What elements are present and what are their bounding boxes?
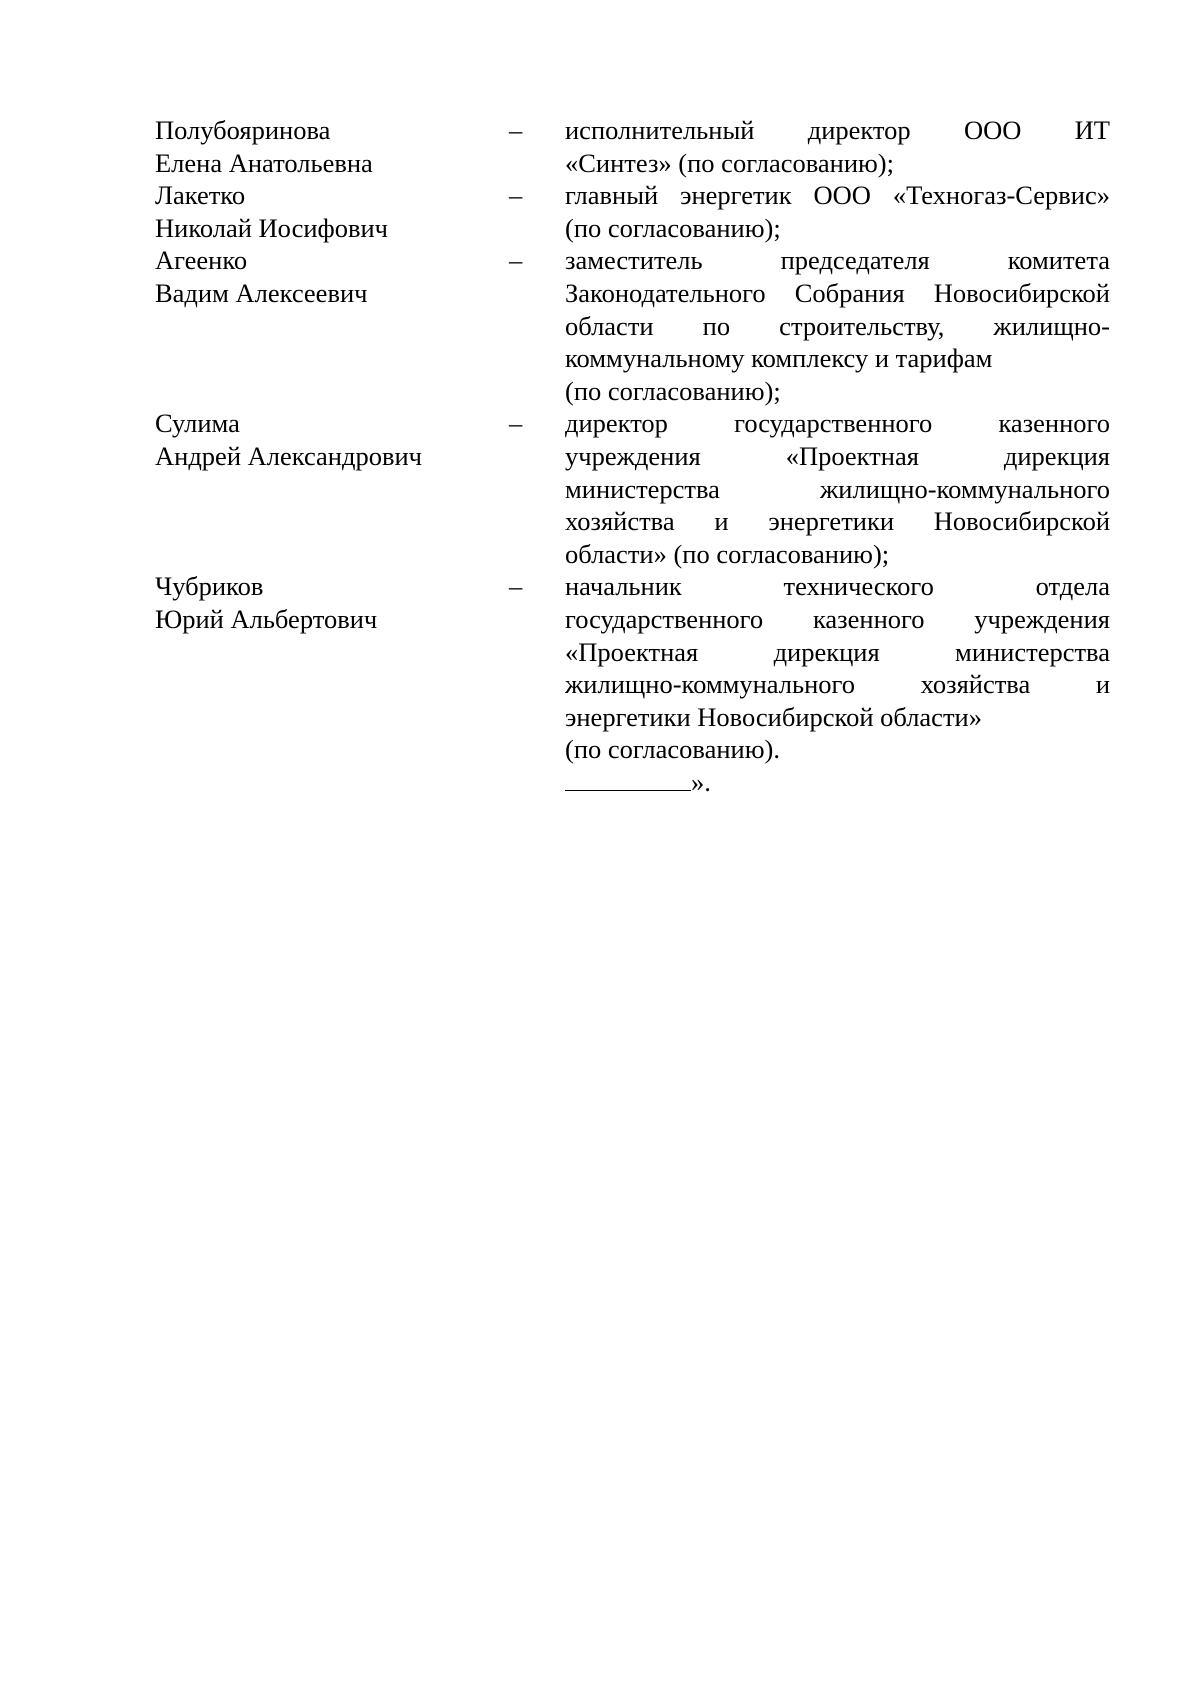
member-entry bbox=[155, 114, 1110, 179]
member-name bbox=[155, 179, 509, 244]
position-line: энергетики Новосибирской области» bbox=[565, 701, 982, 732]
member-position bbox=[565, 407, 1110, 570]
member-position bbox=[565, 114, 1110, 179]
member-name bbox=[155, 244, 509, 309]
member-dash: – bbox=[509, 115, 523, 145]
member-entry bbox=[155, 244, 1110, 407]
member-position bbox=[565, 244, 1110, 407]
member-surname: Полубояринова bbox=[155, 115, 331, 145]
position-line: жилищно-коммунального хозяйства и bbox=[565, 669, 1110, 700]
position-line: коммунальному комплексу и тарифам bbox=[565, 343, 993, 374]
position-line: (по согласованию). bbox=[565, 734, 780, 765]
composition-list bbox=[155, 114, 1110, 766]
position-line: «Проектная дирекция министерства bbox=[565, 636, 1110, 667]
position-line: исполнительный директор ООО ИТ bbox=[565, 115, 1110, 145]
position-line: области» (по согласованию); bbox=[565, 538, 890, 569]
member-position bbox=[565, 570, 1110, 766]
position-line: главный энергетик ООО «Техногаз-Сервис» bbox=[565, 180, 1110, 211]
member-surname: Чубриков bbox=[155, 571, 264, 602]
position-line: директор государственного казенного bbox=[565, 408, 1110, 439]
position-line: Законодательного Собрания Новосибирской bbox=[565, 277, 1110, 308]
member-entry bbox=[155, 179, 1110, 244]
member-position bbox=[565, 179, 1110, 244]
position-line: заместитель председателя комитета bbox=[565, 245, 1110, 276]
member-surname: Лакетко bbox=[155, 180, 246, 211]
position-line: «Синтез» (по согласованию); bbox=[565, 147, 894, 178]
position-line: начальник технического отдела bbox=[565, 571, 1110, 602]
closing-underline bbox=[565, 766, 691, 791]
closing-mark bbox=[565, 766, 711, 799]
position-line: (по согласованию); bbox=[565, 375, 781, 406]
member-given-names: Вадим Алексеевич bbox=[155, 277, 368, 308]
member-name bbox=[155, 407, 509, 472]
member-surname: Сулима bbox=[155, 408, 240, 439]
member-dash: – bbox=[509, 245, 523, 276]
member-entry bbox=[155, 570, 1110, 766]
member-entry bbox=[155, 407, 1110, 570]
member-dash: – bbox=[509, 571, 523, 602]
member-name bbox=[155, 114, 509, 179]
member-dash: – bbox=[509, 180, 523, 211]
member-given-names: Елена Анатольевна bbox=[155, 147, 373, 178]
member-given-names: Николай Иосифович bbox=[155, 212, 388, 243]
position-line: государственного казенного учреждения bbox=[565, 603, 1110, 634]
position-line: министерства жилищно-коммунального bbox=[565, 473, 1110, 504]
position-line: хозяйства и энергетики Новосибирской bbox=[565, 506, 1110, 537]
member-name bbox=[155, 570, 509, 635]
member-given-names: Юрий Альбертович bbox=[155, 603, 378, 634]
member-dash: – bbox=[509, 408, 523, 439]
position-line: учреждения «Проектная дирекция bbox=[565, 440, 1110, 471]
member-given-names: Андрей Александрович bbox=[155, 440, 422, 471]
position-line: области по строительству, жилищно- bbox=[565, 310, 1110, 341]
closing-quote: ». bbox=[691, 767, 711, 797]
member-surname: Агеенко bbox=[155, 245, 248, 276]
position-line: (по согласованию); bbox=[565, 212, 781, 243]
